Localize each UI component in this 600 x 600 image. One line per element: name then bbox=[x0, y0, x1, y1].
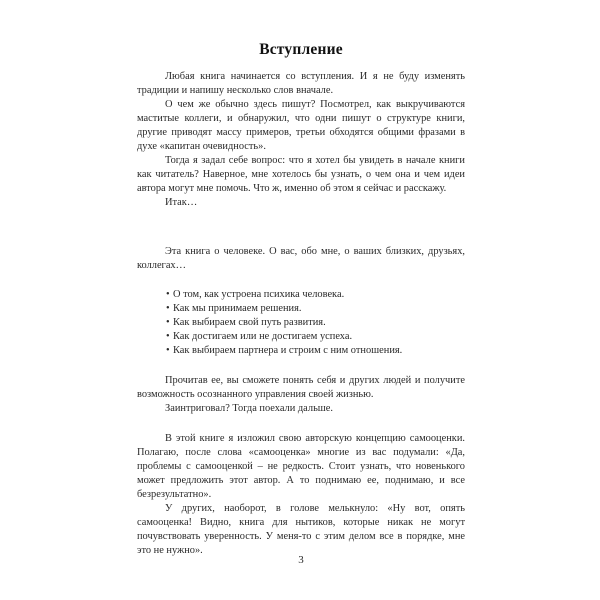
topics-list bbox=[137, 288, 465, 358]
page-number: 3 bbox=[298, 554, 304, 566]
about-section bbox=[137, 245, 465, 273]
paragraph: Прочитав ее, вы сможете понять себя и других людей и получите возможность осознанного управления своей жизнью. bbox=[137, 375, 465, 400]
list-item bbox=[137, 316, 465, 330]
list-item bbox=[137, 302, 465, 316]
paragraph: Любая книга начинается со вступления. И я не буду изменять традиции и напишу несколько слов вначале. bbox=[137, 71, 465, 96]
paragraph: Заинтриговал? Тогда поехали дальше. bbox=[165, 403, 334, 414]
list-item-text: Как мы принимаем решения. bbox=[173, 303, 302, 314]
list-item bbox=[137, 344, 465, 358]
paragraph: У других, наоборот, в голове мелькнуло: «Ну вот, опять самооценка! Видно, книга для нытиков, которые никак не могут почувствовать уверенность. У меня-то с этим делом все в порядке, мне это не нужно». bbox=[137, 503, 465, 556]
bullet-icon: • bbox=[166, 289, 170, 300]
bullet-icon: • bbox=[166, 317, 170, 328]
topics-list-section bbox=[137, 288, 465, 358]
intro-section bbox=[137, 70, 465, 210]
list-item-text: Как достигаем или не достигаем успеха. bbox=[173, 331, 353, 342]
bullet-icon: • bbox=[166, 345, 170, 356]
paragraph: Итак… bbox=[165, 197, 198, 208]
bullet-icon: • bbox=[166, 331, 170, 342]
list-item-text: Как выбираем свой путь развития. bbox=[173, 317, 326, 328]
concept-section bbox=[137, 432, 465, 558]
paragraph: Тогда я задал себе вопрос: что я хотел бы увидеть в начале книги как читатель? Наверное, мне хотелось бы узнать, о чем она и чем идеи автора могут мне помочь. Что ж, именно об этом я сейчас и расскажу. bbox=[137, 155, 465, 194]
paragraph: О чем же обычно здесь пишут? Посмотрел, как выкручиваются маститые коллеги, и обнаружил, что одни пишут о структуре книги, другие приводят массу примеров, третьи обходятся общими фразами в духе «капитан очевидность». bbox=[137, 99, 465, 152]
paragraph: Эта книга о человеке. О вас, обо мне, о ваших близких, друзьях, коллегах… bbox=[137, 246, 465, 271]
outcome-section bbox=[137, 374, 465, 416]
page-title: Вступление bbox=[259, 41, 343, 58]
list-item bbox=[137, 330, 465, 344]
list-item-text: О том, как устроена психика человека. bbox=[173, 289, 345, 300]
list-item-text: Как выбираем партнера и строим с ним отношения. bbox=[173, 345, 403, 356]
bullet-icon: • bbox=[166, 303, 170, 314]
list-item bbox=[137, 288, 465, 302]
paragraph: В этой книге я изложил свою авторскую концепцию самооценки. Полагаю, после слова «самооценка» многие из вас подумали: «Да, проблемы с самооценкой – не редкость. Стоит узнать, что новенького может предложить этот автор. А то поднимаю ее, поднимаю, и все безрезультатно». bbox=[137, 433, 465, 500]
